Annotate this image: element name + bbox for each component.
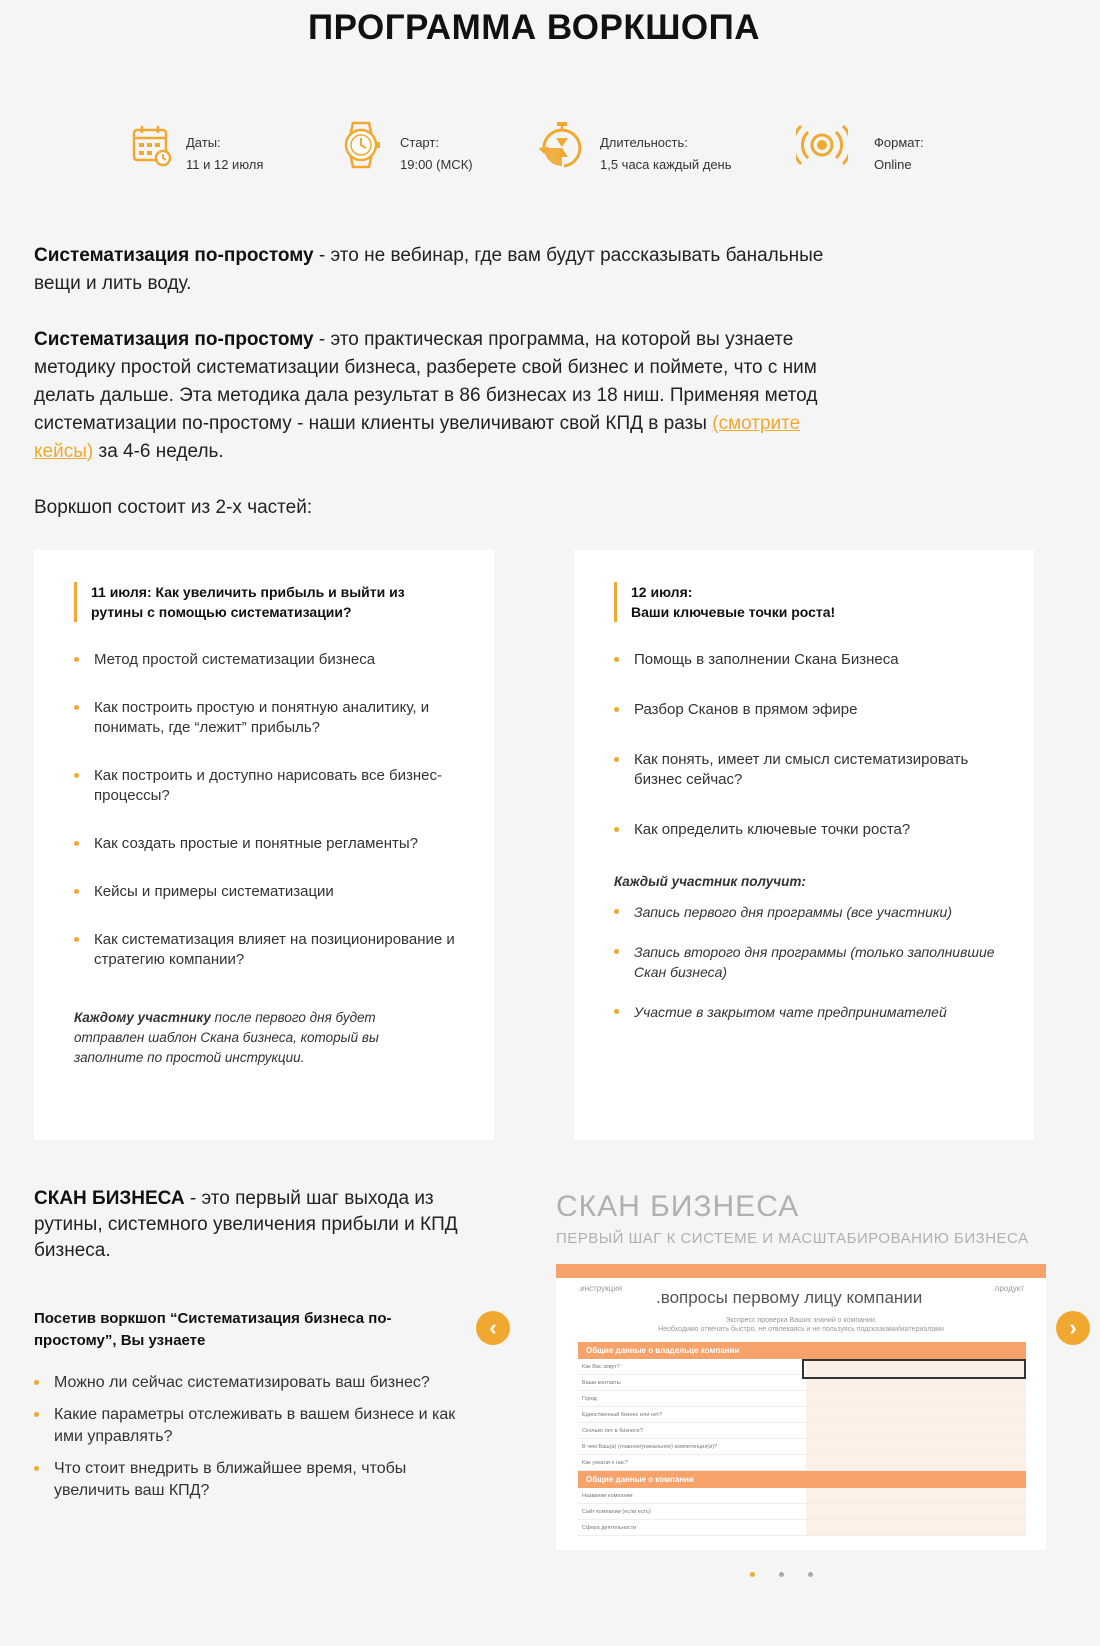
list-item: Как построить простую и понятную аналитику, и понимать, где “лежит” прибыль? (74, 698, 464, 738)
doc-row: Как Вас зовут? (578, 1359, 1026, 1375)
scan-carousel (476, 1190, 1100, 1610)
doc-section-company: Общие данные о компании (578, 1471, 1026, 1488)
day1-note (74, 1008, 414, 1068)
doc-note-line1: Экспресс проверка Ваших знаний о компании. (725, 1317, 877, 1324)
doc-row: Сколько лет в бизнесе? (578, 1423, 1026, 1439)
intro-paragraph-1 (34, 242, 834, 298)
list-item: Как систематизация влияет на позиционирование и стратегию компании? (74, 930, 464, 970)
doc-row: Название компании (578, 1488, 1026, 1504)
day1-note-rest: после первого дня будет отправлен шаблон Скана бизнеса, который вы заполните по простой инструкции. (74, 1010, 379, 1065)
list-item: Что стоит внедрить в ближайшее время, чтобы увеличить ваш КПД? (34, 1458, 474, 1502)
chevron-right-icon: › (1069, 1315, 1077, 1340)
list-item: Участие в закрытом чате предпринимателей (614, 1002, 1004, 1022)
intro-p2-rest: - это практическая программа, на которой вы узнаете методику простой систематизации бизнеса, разберете свой бизнес и поймете, что с ним делать дальше. Эта методика дала результат в 86 бизнесах из 18 ниш. Применяя метод систематизации по-простому - наши клиенты увеличивают свой КПД в разы (34, 329, 818, 434)
carousel-prev-button[interactable] (476, 1311, 510, 1345)
slide-subtitle: ПЕРВЫЙ ШАГ К СИСТЕМЕ И МАСШТАБИРОВАНИЮ БИЗНЕСА (556, 1230, 1029, 1247)
list-item: Можно ли сейчас систематизировать ваш бизнес? (34, 1372, 474, 1394)
day2-list (614, 650, 1004, 840)
intro-paragraph-2 (34, 326, 834, 466)
list-item: Запись первого дня программы (все участники) (614, 902, 1004, 922)
carousel-dots (750, 1572, 813, 1577)
scan-desc-rest: - это первый шаг выхода из рутины, системного увеличения прибыли и КПД бизнеса. (34, 1188, 458, 1261)
intro-paragraph-3: Воркшоп состоит из 2-х частей: (34, 497, 313, 518)
doc-row: В чем Ваш(а) (главное/уникальное) компетенция(и)? (578, 1439, 1026, 1455)
intro-p1-bold: Систематизация по-простому (34, 245, 314, 266)
day1-heading (74, 582, 434, 622)
list-item: Запись второго дня программы (только заполнившие Скан бизнеса) (614, 942, 1004, 982)
list-item: Метод простой систематизации бизнеса (74, 650, 464, 670)
carousel-dot-2[interactable] (779, 1572, 784, 1577)
format-value: Online (874, 157, 912, 172)
start-value: 19:00 (МСК) (400, 157, 473, 172)
doc-note (556, 1316, 1046, 1334)
doc-row: Единственный бизнес или нет? (578, 1407, 1026, 1423)
scan-desc-bold: СКАН БИЗНЕСА (34, 1188, 185, 1209)
day2-heading-line1: 12 июля: (631, 584, 693, 600)
calendar-icon (132, 124, 174, 168)
format-label: Формат: (874, 135, 924, 150)
doc-row: Сайт компании (если есть) (578, 1504, 1026, 1520)
day2-heading (614, 582, 974, 622)
doc-table (578, 1342, 1026, 1536)
list-item: Как понять, имеет ли смысл систематизировать бизнес сейчас? (614, 750, 1004, 790)
list-item: Разбор Сканов в прямом эфире (614, 700, 1004, 720)
slide-title: СКАН БИЗНЕСА (556, 1190, 800, 1223)
list-item: Как определить ключевые точки роста? (614, 820, 1004, 840)
cases-link[interactable]: (смотрите кейсы) (34, 413, 801, 462)
day1-list (74, 650, 464, 970)
scan-document-preview (556, 1264, 1046, 1550)
day2-heading-line2: Ваши ключевые точки роста! (631, 604, 836, 620)
intro-p2-bold: Систематизация по-простому (34, 329, 314, 350)
scan-description (34, 1186, 474, 1264)
duration-label: Длительность: (600, 135, 688, 150)
scan-list (34, 1372, 474, 1512)
watch-icon (338, 120, 384, 170)
day1-card (34, 550, 494, 1140)
intro-p2-end: за 4-6 недель. (93, 441, 224, 462)
list-item: Кейсы и примеры систематизации (74, 882, 464, 902)
page-title: ПРОГРАММА ВОРКШОПА (307, 8, 761, 47)
doc-left-label: .инструкция (578, 1284, 623, 1293)
dates-value: 11 и 12 июля (186, 157, 264, 172)
intro-p1-rest: - это не вебинар, где вам будут рассказывать банальные вещи и лить воду. (34, 245, 824, 294)
list-item: Как создать простые и понятные регламенты? (74, 834, 464, 854)
day2-bonus-list (614, 902, 1004, 1022)
dates-label: Даты: (186, 135, 221, 150)
doc-note-line2: Необходимо отвечать быстро, не отвлекаясь и не пользуясь подсказками/материалами (658, 1326, 944, 1333)
doc-row: Город (578, 1391, 1026, 1407)
carousel-next-button[interactable] (1056, 1311, 1090, 1345)
doc-heading: .вопросы первому лицу компании (656, 1288, 923, 1307)
carousel-slide (556, 1190, 1046, 1550)
start-label: Старт: (400, 135, 439, 150)
doc-right-label: .продукт (992, 1284, 1024, 1293)
doc-row: Ваши контакты (578, 1375, 1026, 1391)
day2-bonus-title: Каждый участник получит: (614, 874, 806, 889)
doc-section-owner: Общие данные о владельце компании (578, 1342, 1026, 1359)
doc-row: Как узнали о нас? (578, 1455, 1026, 1471)
day1-note-bold: Каждому участнику (74, 1010, 211, 1025)
intro-text (34, 242, 834, 550)
duration-value: 1,5 часа каждый день (600, 157, 732, 172)
doc-row: Сфера деятельности (578, 1520, 1026, 1536)
day1-heading-line1: 11 июля: Как увеличить прибыль и выйти из (91, 584, 405, 600)
day2-card (574, 550, 1034, 1140)
carousel-dot-1[interactable] (750, 1572, 755, 1577)
timer-icon (536, 120, 586, 170)
list-item: Как построить и доступно нарисовать все бизнес-процессы? (74, 766, 464, 806)
broadcast-icon (796, 122, 848, 168)
carousel-dot-3[interactable] (808, 1572, 813, 1577)
info-row (0, 118, 1100, 188)
list-item: Помощь в заполнении Скана Бизнеса (614, 650, 1004, 670)
scan-subheading: Посетив воркшоп “Систематизация бизнеса по-простому”, Вы узнаете (34, 1310, 392, 1349)
day1-heading-line2: рутины с помощью систематизации? (91, 604, 352, 620)
chevron-left-icon: ‹ (489, 1315, 497, 1340)
list-item: Какие параметры отслеживать в вашем бизнесе и как ими управлять? (34, 1404, 474, 1448)
